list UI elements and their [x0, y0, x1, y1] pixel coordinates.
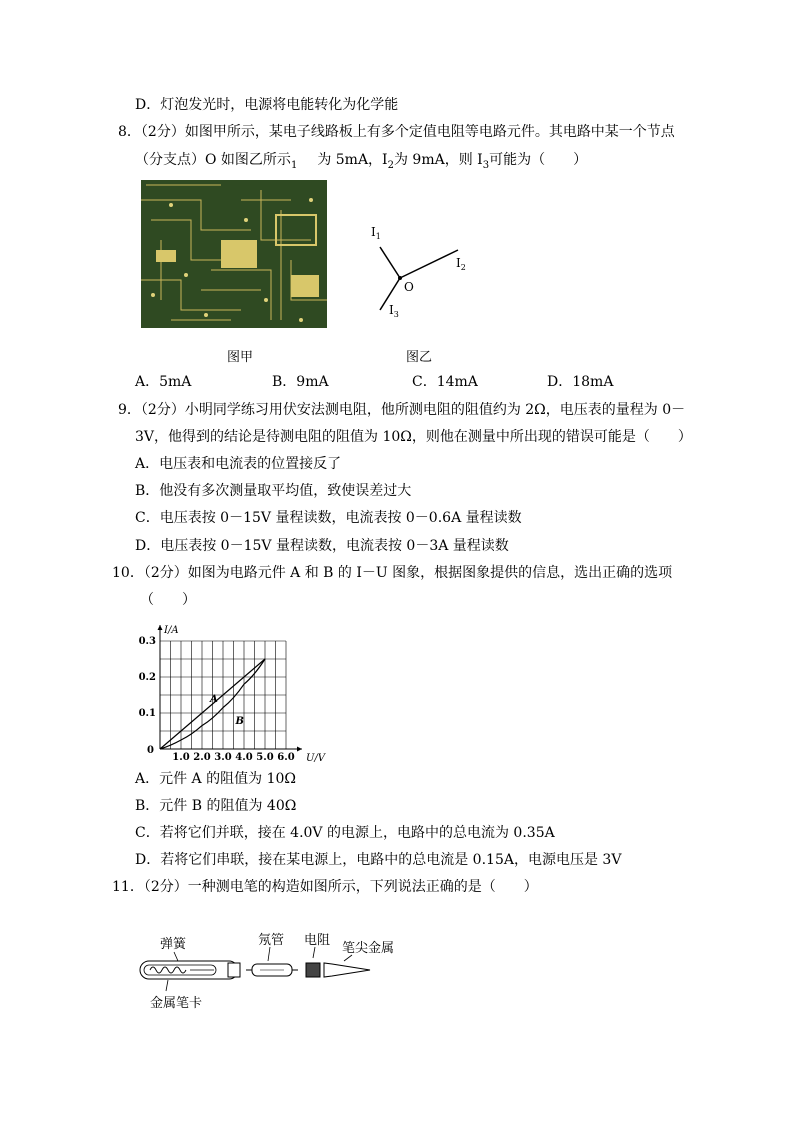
test-pen-diagram [130, 925, 410, 1020]
y-tick-label: 0.1 [138, 708, 156, 719]
q8-option-b[interactable]: B．9mA [272, 374, 329, 390]
x-tick-label: 2.0 [193, 752, 211, 763]
q11-stem: 11．（2分）一种测电笔的构造如图所示，下列说法正确的是（ ） [112, 879, 538, 895]
label-resistor: 电阻 [304, 933, 331, 948]
wire-i2 [400, 250, 458, 278]
fig-b-caption: 图乙 [406, 350, 433, 365]
q8-sub1: 1 [290, 159, 298, 171]
x-tick-label: 6.0 [277, 752, 295, 763]
q10-option-d[interactable]: D．若将它们串联，接在某电源上，电路中的总电流是 0.15A，电源电压是 3V [135, 852, 622, 868]
y-axis-label: I/A [164, 625, 179, 636]
q9-option-b[interactable]: B．他没有多次测量取平均值，致使误差过大 [135, 483, 412, 499]
label-i1: $I_1$ [371, 225, 381, 241]
node-o-point [398, 276, 402, 280]
q10-stem-line2: （ ） [140, 592, 196, 608]
q8-stem-part-a: （分支点）O 如图乙所示 [135, 152, 291, 168]
iu-chart [138, 615, 326, 765]
x-axis-arrow [297, 747, 302, 752]
q9-option-a[interactable]: A．电压表和电流表的位置接反了 [135, 456, 342, 472]
label-o: O [404, 280, 414, 294]
resistor-icon [306, 963, 320, 977]
q8-stem-part-d: 可能为（ ） [489, 152, 588, 168]
origin-label: 0 [147, 745, 154, 756]
q8-sub3: 3 [482, 159, 490, 171]
q10-option-a[interactable]: A．元件 A 的阻值为 10Ω [135, 771, 296, 787]
label-i3: $I_3$ [389, 303, 399, 319]
wire-i1 [380, 247, 400, 278]
y-axis-arrow [158, 625, 163, 630]
series-label-a: A [210, 693, 218, 705]
label-tip: 笔尖金属 [342, 941, 395, 956]
x-tick-label: 5.0 [256, 752, 274, 763]
fig-a-caption: 图甲 [227, 350, 254, 365]
x-tick-label: 3.0 [214, 752, 232, 763]
q8-option-d[interactable]: D．18mA [547, 374, 614, 390]
pen-body [140, 961, 238, 979]
x-tick-label: 4.0 [235, 752, 253, 763]
pen-tip-icon [324, 963, 370, 977]
q8-stem-line1: 8．（2分）如图甲所示，某电子线路板上有多个定值电阻等电路元件。其电路中某一个节点 [118, 124, 675, 140]
q9-stem-line1: 9．（2分）小明同学练习用伏安法测电阻，他所测电阻的阻值约为 2Ω，电压表的量程为 0－ [118, 402, 686, 418]
q10-option-b[interactable]: B．元件 B 的阻值为 40Ω [135, 798, 297, 814]
x-axis-label: U/V [306, 753, 326, 764]
circuit-board-image [141, 180, 327, 328]
q8-stem-part-b: 为 5mA，I [317, 152, 388, 168]
series-label-b: B [235, 715, 244, 727]
q8-option-a[interactable]: A．5mA [135, 374, 192, 390]
q7-option-d: D．灯泡发光时，电源将电能转化为化学能 [135, 97, 399, 113]
q9-option-d[interactable]: D．电压表按 0－15V 量程读数，电流表按 0－3A 量程读数 [135, 538, 509, 554]
label-spring: 弹簧 [160, 937, 187, 952]
x-tick-label: 1.0 [172, 752, 190, 763]
node-diagram [360, 220, 480, 330]
q10-option-c[interactable]: C．若将它们并联，接在 4.0V 的电源上，电路中的总电流为 0.35A [135, 825, 555, 841]
y-tick-label: 0.3 [138, 636, 156, 647]
label-neon: 氖管 [258, 933, 285, 948]
q8-sub2: 2 [387, 159, 394, 171]
label-i2: $I_2$ [456, 256, 466, 272]
q9-stem-line2: 3V，他得到的结论是待测电阻的阻值为 10Ω，则他在测量中所出现的错误可能是（ ） [135, 429, 692, 445]
q10-stem-line1: 10．（2分）如图为电路元件 A 和 B 的 I－U 图象，根据图象提供的信息，选出正确的选项 [112, 565, 673, 581]
label-clip: 金属笔卡 [150, 996, 203, 1011]
q8-stem-part-c: 为 9mA，则 I [393, 152, 483, 168]
y-tick-label: 0.2 [138, 672, 156, 683]
q9-option-c[interactable]: C．电压表按 0－15V 量程读数，电流表按 0－0.6A 量程读数 [135, 510, 522, 526]
q8-option-c[interactable]: C．14mA [412, 374, 478, 390]
q8-stem-line2 [135, 150, 587, 176]
